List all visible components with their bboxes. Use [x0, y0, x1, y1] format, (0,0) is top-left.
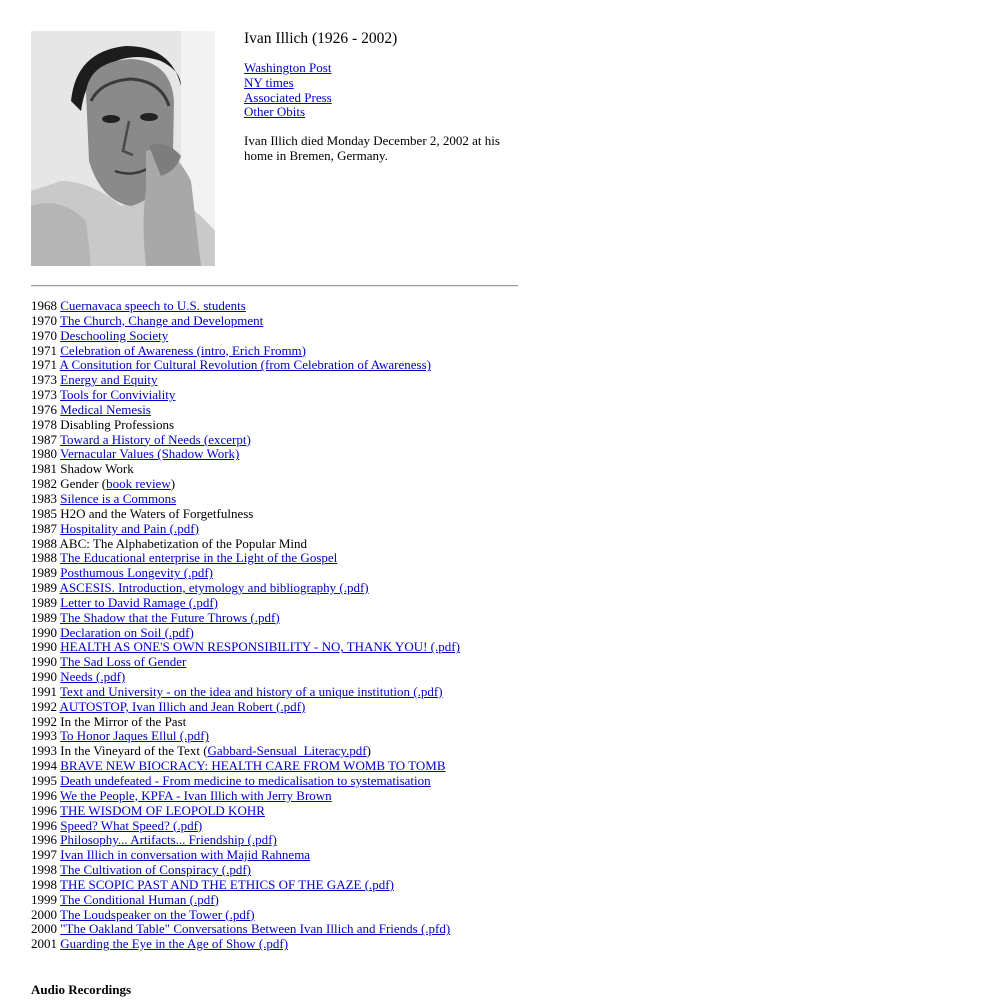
work-link[interactable]: The Shadow that the Future Throws (.pdf) [60, 609, 280, 625]
work-row [31, 344, 731, 359]
work-year: 1989 [31, 594, 57, 610]
work-row [31, 685, 731, 700]
work-title: ) [366, 743, 371, 759]
work-year: 1973 [31, 372, 57, 388]
work-link[interactable]: Death undefeated - From medicine to medicalisation to systematisation [60, 773, 431, 788]
associated-press-link[interactable]: Associated Press [244, 89, 332, 105]
work-link[interactable]: HEALTH AS ONE'S OWN RESPONSIBILITY - NO, THANK YOU! (.pdf) [60, 639, 460, 655]
work-year: 1982 [31, 476, 57, 492]
work-row [31, 789, 731, 804]
portrait-photo [31, 31, 215, 266]
work-year: 2000 [31, 906, 57, 922]
work-link[interactable]: book review [106, 476, 171, 492]
work-row [31, 863, 731, 878]
work-link[interactable]: The Sad Loss of Gender [60, 654, 187, 670]
work-row [31, 403, 731, 418]
work-year: 2001 [31, 936, 57, 952]
work-row [31, 937, 731, 952]
work-title: Gender ( [60, 476, 107, 492]
work-link[interactable]: Letter to David Ramage (.pdf) [60, 594, 218, 610]
work-title: ) [170, 476, 176, 492]
other-obits-link[interactable]: Other Obits [244, 104, 306, 120]
work-link[interactable]: Celebration of Awareness (intro, Erich Fromm) [60, 342, 306, 358]
work-row [31, 492, 731, 507]
work-year: 1983 [31, 490, 57, 506]
work-row [31, 522, 731, 537]
work-row [31, 477, 731, 492]
divider [31, 285, 518, 287]
work-year: 1998 [31, 862, 57, 878]
work-year: 1987 [31, 431, 57, 447]
work-year: 1996 [31, 832, 57, 848]
work-link[interactable]: Silence is a Commons [60, 490, 177, 506]
washington-post-link[interactable]: Washington Post [244, 60, 332, 75]
work-link[interactable]: Ivan Illich in conversation with Majid Rahnema [60, 847, 311, 863]
work-year: 1990 [31, 654, 57, 670]
work-link[interactable]: The Educational enterprise in the Light of the Gospel [60, 550, 338, 566]
work-link[interactable]: Guarding the Eye in the Age of Show (.pdf) [60, 936, 289, 952]
work-link[interactable]: Speed? What Speed? (.pdf) [60, 817, 203, 833]
work-row [31, 922, 731, 937]
work-row [31, 299, 731, 314]
work-year: 1990 [31, 624, 57, 640]
work-title: In the Mirror of the Past [60, 713, 187, 729]
work-row [31, 581, 731, 596]
work-link[interactable]: THE WISDOM OF LEOPOLD KOHR [60, 802, 265, 818]
work-year: 1992 [31, 698, 57, 714]
work-link[interactable]: Deschooling Society [60, 327, 169, 343]
work-row [31, 774, 731, 789]
work-row [31, 715, 731, 730]
work-year: 1989 [31, 565, 57, 581]
obituary-links [244, 61, 504, 120]
death-note: Ivan Illich died Monday December 2, 2002 at his home in Bremen, Germany. [244, 133, 500, 164]
work-year: 2000 [31, 921, 57, 937]
work-year: 1978 [31, 416, 57, 432]
work-row [31, 551, 731, 566]
work-link[interactable]: Vernacular Values (Shadow Work) [60, 446, 240, 462]
work-row [31, 314, 731, 329]
work-link[interactable]: Medical Nemesis [60, 401, 151, 417]
work-year: 1971 [31, 357, 57, 373]
work-row [31, 358, 731, 373]
work-row [31, 729, 731, 744]
work-year: 1996 [31, 817, 57, 833]
ny-times-link[interactable]: NY times [244, 74, 294, 90]
work-link[interactable]: Energy and Equity [60, 372, 158, 388]
work-link[interactable]: To Honor Jaques Ellul (.pdf) [60, 728, 209, 744]
work-year: 1988 [31, 550, 57, 566]
work-year: 1976 [31, 401, 57, 417]
work-row [31, 848, 731, 863]
work-year: 1970 [31, 327, 57, 343]
work-year: 1970 [31, 312, 57, 328]
work-year: 1995 [31, 773, 57, 788]
work-year: 1971 [31, 342, 57, 358]
work-row [31, 329, 731, 344]
work-row [31, 537, 731, 552]
work-row [31, 804, 731, 819]
work-link[interactable]: ASCESIS. Introduction, etymology and bibliography (.pdf) [59, 580, 369, 596]
work-row [31, 700, 731, 715]
audio-recordings-heading: Audio Recordings [31, 982, 132, 997]
work-row [31, 626, 731, 641]
work-year: 1985 [31, 505, 57, 521]
work-row [31, 640, 731, 655]
work-row [31, 655, 731, 670]
work-row [31, 611, 731, 626]
work-row [31, 566, 731, 581]
work-link[interactable]: Declaration on Soil (.pdf) [60, 624, 194, 640]
work-year: 1987 [31, 520, 57, 536]
work-title: H2O and the Waters of Forgetfulness [60, 505, 254, 521]
work-link[interactable]: Cuernavaca speech to U.S. students [60, 298, 246, 313]
work-link[interactable]: Text and University - on the idea and history of a unique institution (.pdf) [60, 683, 443, 699]
work-row [31, 507, 731, 522]
work-year: 1999 [31, 891, 57, 907]
work-year: 1989 [31, 580, 57, 596]
work-title: ABC: The Alphabetization of the Popular Mind [59, 535, 307, 551]
work-row [31, 908, 731, 923]
works-list [31, 299, 731, 952]
work-row [31, 819, 731, 834]
work-row [31, 388, 731, 403]
work-link[interactable]: Philosophy... Artifacts... Friendship (.pdf) [60, 832, 277, 848]
work-row [31, 373, 731, 388]
work-year: 1980 [31, 446, 57, 462]
work-year: 1981 [31, 461, 57, 477]
work-year: 1993 [31, 728, 57, 744]
portrait-image [31, 31, 215, 266]
work-year: 1990 [31, 669, 57, 685]
page-title: Ivan Illich (1926 - 2002) [244, 30, 398, 47]
work-row [31, 462, 731, 477]
work-title: Disabling Professions [60, 416, 174, 432]
work-title: In the Vineyard of the Text ( [60, 743, 208, 759]
work-link[interactable]: AUTOSTOP, Ivan Illich and Jean Robert (.pdf) [59, 698, 306, 714]
work-link[interactable]: We the People, KPFA - Ivan Illich with Jerry Brown [60, 787, 332, 803]
work-link[interactable]: "The Oakland Table" Conversations Between Ivan Illich and Friends (.pfd) [60, 921, 451, 937]
work-year: 1996 [31, 802, 57, 818]
work-year: 1997 [31, 847, 57, 863]
work-year: 1991 [31, 683, 57, 699]
work-row [31, 670, 731, 685]
work-row [31, 759, 731, 774]
work-year: 1992 [31, 713, 57, 729]
work-link[interactable]: A Consitution for Cultural Revolution (from Celebration of Awareness) [59, 357, 431, 373]
work-link[interactable]: Toward a History of Needs (excerpt) [60, 431, 251, 447]
work-link[interactable]: The Loudspeaker on the Tower (.pdf) [60, 906, 255, 922]
work-year: 1993 [31, 743, 57, 759]
work-year: 1996 [31, 787, 57, 803]
work-link[interactable]: Hospitality and Pain (.pdf) [60, 520, 199, 536]
work-row [31, 893, 731, 908]
work-link[interactable]: Posthumous Longevity (.pdf) [60, 565, 213, 581]
work-year: 1990 [31, 639, 57, 655]
work-row [31, 433, 731, 448]
work-year: 1989 [31, 609, 57, 625]
work-year: 1998 [31, 876, 57, 892]
work-year: 1994 [31, 758, 57, 774]
work-link[interactable]: BRAVE NEW BIOCRACY: HEALTH CARE FROM WOMB TO TOMB [60, 758, 446, 774]
work-row [31, 833, 731, 848]
header-column [244, 30, 504, 163]
work-link[interactable]: The Church, Change and Development [60, 312, 264, 328]
work-year: 1988 [31, 535, 57, 551]
work-row [31, 744, 731, 759]
work-year: 1968 [31, 298, 57, 313]
work-link[interactable]: Tools for Conviviality [60, 387, 176, 403]
work-link[interactable]: Gabbard-Sensual_Literacy.pdf [207, 743, 367, 759]
work-year: 1973 [31, 387, 57, 403]
work-title: Shadow Work [60, 461, 134, 477]
work-row [31, 878, 731, 893]
work-link[interactable]: Needs (.pdf) [60, 669, 126, 685]
work-row [31, 418, 731, 433]
work-link[interactable]: The Conditional Human (.pdf) [60, 891, 219, 907]
work-row [31, 447, 731, 462]
work-row [31, 596, 731, 611]
work-link[interactable]: The Cultivation of Conspiracy (.pdf) [60, 862, 252, 878]
work-link[interactable]: THE SCOPIC PAST AND THE ETHICS OF THE GAZE (.pdf) [60, 876, 394, 892]
